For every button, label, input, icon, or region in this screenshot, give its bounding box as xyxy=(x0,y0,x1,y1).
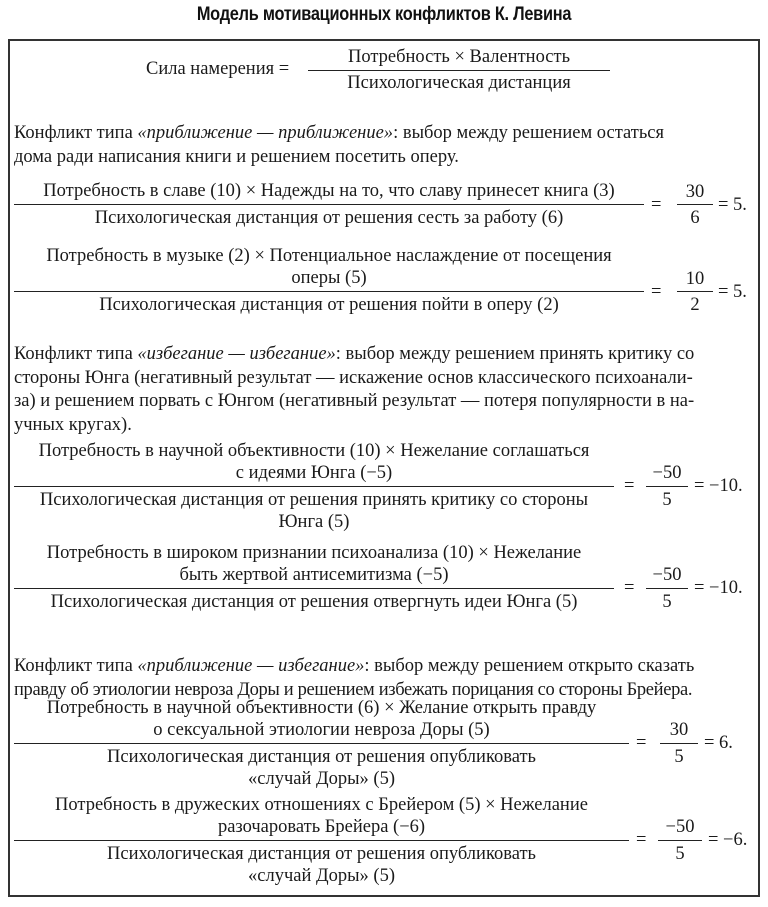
formula-bar xyxy=(14,486,614,487)
result: = −6. xyxy=(708,830,748,850)
formula-bar xyxy=(14,291,644,292)
conflict-type: «избегание — избегание» xyxy=(137,344,336,364)
intro-line: учных кругах). xyxy=(14,414,132,435)
formula-denominator: Психологическая дистанция от решения отвергнуть идеи Юнга (5) xyxy=(50,592,578,612)
formula-denominator: «случай Доры» (5) xyxy=(248,769,395,789)
fraction-den: 2 xyxy=(690,295,700,315)
fraction-num: −50 xyxy=(652,565,682,585)
intro-line: дома ради написания книги и решением посетить оперу. xyxy=(14,146,459,167)
result: = 5. xyxy=(718,195,747,215)
equals-sign: = xyxy=(651,195,662,215)
fraction-num: −50 xyxy=(665,817,695,837)
conflict-type: «приближение — приближение» xyxy=(137,123,394,143)
result: = −10. xyxy=(694,476,743,496)
formula-denominator: Психологическая дистанция от решения опубликовать xyxy=(107,844,536,864)
document-title: Модель мотивационных конфликтов К. Левина xyxy=(196,4,572,25)
section-intro-avoidance-avoidance xyxy=(14,343,742,437)
formula-denominator: Психологическая дистанция от решения пойти в оперу (2) xyxy=(99,295,559,315)
intro-rest: : выбор между решением остаться xyxy=(393,123,664,143)
intro-prefix: Конфликт типа xyxy=(14,656,138,676)
equals-sign: = xyxy=(624,476,635,496)
fraction-den: 5 xyxy=(674,747,684,767)
fraction-num: 30 xyxy=(685,182,705,202)
formula-denominator: Психологическая дистанция от решения опубликовать xyxy=(107,747,536,767)
intro-rest: : выбор между решением открыто сказать xyxy=(364,656,695,676)
formula-numerator: Потребность в дружеских отношениях с Брейером (5) × Нежелание xyxy=(55,795,588,815)
main-formula-fraction-bar xyxy=(308,70,610,71)
result: = −10. xyxy=(694,578,743,598)
formula-numerator: Потребность в широком признании психоанализа (10) × Нежелание xyxy=(46,543,582,563)
fraction-bar xyxy=(677,291,713,292)
formula-numerator: Потребность в славе (10) × Надежды на то, что славу принесет книга (3) xyxy=(43,181,615,201)
result: = 5. xyxy=(718,282,747,302)
formula-numerator: оперы (5) xyxy=(291,268,367,288)
equals-sign: = xyxy=(636,733,647,753)
fraction-den: 5 xyxy=(662,592,672,612)
fraction-bar xyxy=(646,486,688,487)
equals-sign: = xyxy=(624,578,635,598)
main-formula-lhs: Сила намерения = xyxy=(146,59,290,79)
intro-rest: : выбор между решением принять критику со xyxy=(335,344,695,364)
main-formula-denominator: Психологическая дистанция xyxy=(347,73,571,93)
formula-numerator: Потребность в научной объективности (10) × Нежелание соглашаться xyxy=(38,441,590,461)
result: = 6. xyxy=(704,733,733,753)
section-intro-approach-avoidance xyxy=(14,655,742,702)
fraction-num: 10 xyxy=(685,269,705,289)
fraction-bar xyxy=(677,204,713,205)
formula-numerator: разочаровать Брейера (−6) xyxy=(217,817,426,837)
intro-prefix: Конфликт типа xyxy=(14,123,138,143)
main-formula-numerator: Потребность × Валентность xyxy=(347,47,571,67)
formula-numerator: с идеями Юнга (−5) xyxy=(235,463,393,483)
fraction-num: −50 xyxy=(652,463,682,483)
formula-bar xyxy=(14,840,629,841)
formula-denominator: Психологическая дистанция от решения сесть за работу (6) xyxy=(94,208,564,228)
formula-denominator: «случай Доры» (5) xyxy=(248,866,395,886)
conflict-type: «приближение — избегание» xyxy=(137,656,365,676)
formula-bar xyxy=(14,588,614,589)
fraction-bar xyxy=(646,588,688,589)
intro-prefix: Конфликт типа xyxy=(14,344,138,364)
formula-bar xyxy=(14,204,644,205)
intro-line: за) и решением порвать с Юнгом (негативный результат — потеря популярности в на- xyxy=(14,391,695,411)
intro-line: стороны Юнга (негативный результат — искажение основ классического психоанали- xyxy=(14,367,693,388)
formula-denominator: Психологическая дистанция от решения принять критику со стороны xyxy=(39,490,589,510)
intro-line: правду об этиологии невроза Доры и решением избежать порицания со стороны Брейера. xyxy=(14,679,693,700)
fraction-bar xyxy=(660,743,698,744)
formula-numerator: быть жертвой антисемитизма (−5) xyxy=(179,565,449,585)
formula-denominator: Юнга (5) xyxy=(278,512,350,532)
equals-sign: = xyxy=(651,282,662,302)
fraction-num: 30 xyxy=(669,720,689,740)
equals-sign: = xyxy=(636,830,647,850)
formula-numerator: о сексуальной этиологии невроза Доры (5) xyxy=(153,720,490,740)
fraction-den: 6 xyxy=(690,208,700,228)
formula-numerator: Потребность в научной объективности (6) × Желание открыть правду xyxy=(46,698,597,718)
fraction-bar xyxy=(658,840,702,841)
formula-bar xyxy=(14,743,629,744)
fraction-den: 5 xyxy=(675,844,685,864)
formula-numerator: Потребность в музыке (2) × Потенциальное наслаждение от посещения xyxy=(46,246,612,266)
fraction-den: 5 xyxy=(662,490,672,510)
section-intro-approach-approach xyxy=(14,122,742,169)
